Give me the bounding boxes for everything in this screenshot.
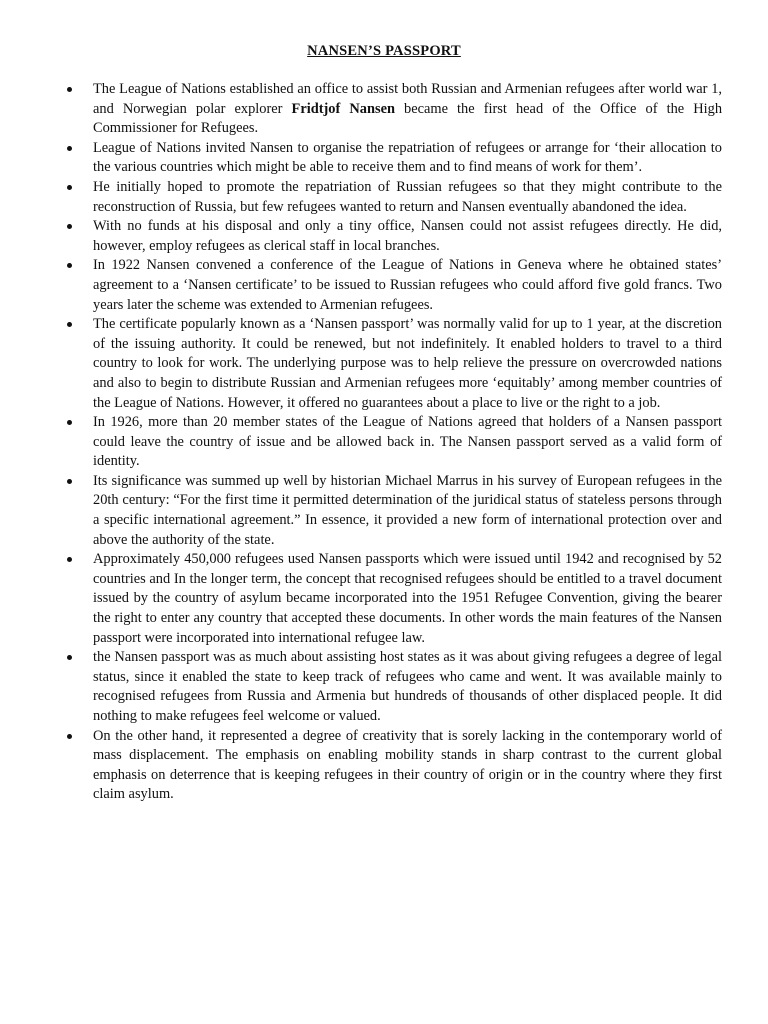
bullet-dot-icon xyxy=(67,655,72,660)
bullet-item xyxy=(93,550,722,648)
bullet-text: Approximately 450,000 refugees used Nansen passports which were issued until 1942 and recognised by 52 countries and In the longer term, the concept that recognised refugees should be entitled to a travel document issued by the country of asylum became incorporated into the 1951 Refugee Convention, giving the bearer the right to enter any country that accepted these documents. In other words the main features of the Nansen passport were incorporated into international refugee law. xyxy=(93,551,722,646)
bullet-dot-icon xyxy=(67,185,72,190)
bullet-dot-icon xyxy=(67,420,72,425)
bullet-text: With no funds at his disposal and only a tiny office, Nansen could not assist refugees directly. He did, however, employ refugees as clerical staff in local branches. xyxy=(93,218,722,254)
bullet-item xyxy=(93,256,722,315)
bullet-dot-icon xyxy=(67,263,72,268)
bullet-item xyxy=(93,727,722,805)
bullet-text: He initially hoped to promote the repatriation of Russian refugees so that they might contribute to the reconstruction of Russia, but few refugees wanted to return and Nansen eventually abandoned the idea. xyxy=(93,178,722,215)
bullet-item xyxy=(93,413,722,472)
bullet-dot-icon xyxy=(67,479,72,484)
bullet-text: In 1926, more than 20 member states of the League of Nations agreed that holders of a Nansen passport could leave the country of issue and be allowed back in. The Nansen passport served as a valid form of identity. xyxy=(93,414,722,470)
bullet-dot-icon xyxy=(67,146,72,151)
bullet-text: Its significance was summed up well by historian Michael Marrus in his survey of European refugees in the 20th century: “For the first time it permitted determination of the juridical status of stateless persons through a specific international agreement.” In essence, it provided a new form of international protection over and above the authority of the state. xyxy=(93,472,722,548)
bullet-text: League of Nations invited Nansen to organise the repatriation of refugees or arrange for ‘their allocation to the various countries which might be able to receive them and to find means of work for them’. xyxy=(93,139,722,176)
bullet-list xyxy=(93,80,722,805)
page-title: NANSEN’S PASSPORT xyxy=(307,43,461,59)
bullet-item xyxy=(93,80,722,139)
bullet-text: The certificate popularly known as a ‘Nansen passport’ was normally valid for up to 1 year, at the discretion of the issuing authority. It could be renewed, but not indefinitely. It enabled holders to travel to a third country to look for work. The underlying purpose was to help relieve the pressure on overcrowded nations and also to begin to distribute Russian and Armenian refugees more ‘equitably’ among member countries of the League of Nations. However, it offered no guarantees about a place to live or the right to a job. xyxy=(93,316,722,411)
bullet-text: became the first head of the Office of the High Commissioner for Refugees. xyxy=(93,100,723,137)
bullet-text: In 1922 Nansen convened a conference of the League of Nations in Geneva where he obtained states’ agreement to a ‘Nansen certificate’ to be issued to Russian refugees who could afford five gold francs. Two years later the scheme was extended to Armenian refugees. xyxy=(93,257,722,313)
bullet-item xyxy=(93,472,722,550)
bullet-item xyxy=(93,648,722,726)
bullet-text: the Nansen passport was as much about assisting host states as it was about giving refugees a degree of legal status, since it enabled the state to keep track of refugees who came and went. It was available mainly to recognised refugees from Russia and Armenia but hundreds of thousands of other displaced people. It did nothing to make refugees feel welcome or valued. xyxy=(93,649,722,724)
bullet-bold-name: Fridtjof Nansen xyxy=(291,100,395,117)
bullet-dot-icon xyxy=(67,224,72,229)
bullet-dot-icon xyxy=(67,557,72,562)
bullet-item xyxy=(93,139,722,178)
bullet-item xyxy=(93,217,722,256)
bullet-text: On the other hand, it represented a degree of creativity that is sorely lacking in the contemporary world of mass displacement. The emphasis on enabling mobility stands in sharp contrast to the current global emphasis on deterrence that is keeping refugees in their country of origin or in the country where they first claim asylum. xyxy=(93,727,722,803)
bullet-dot-icon xyxy=(67,322,72,327)
bullet-dot-icon xyxy=(67,734,72,739)
bullet-dot-icon xyxy=(67,87,72,92)
bullet-item xyxy=(93,178,722,217)
bullet-text: The League of Nations established an office to assist both Russian and Armenian refugees after world war 1, and Norwegian polar explorer xyxy=(93,81,722,117)
bullet-item xyxy=(93,315,722,413)
